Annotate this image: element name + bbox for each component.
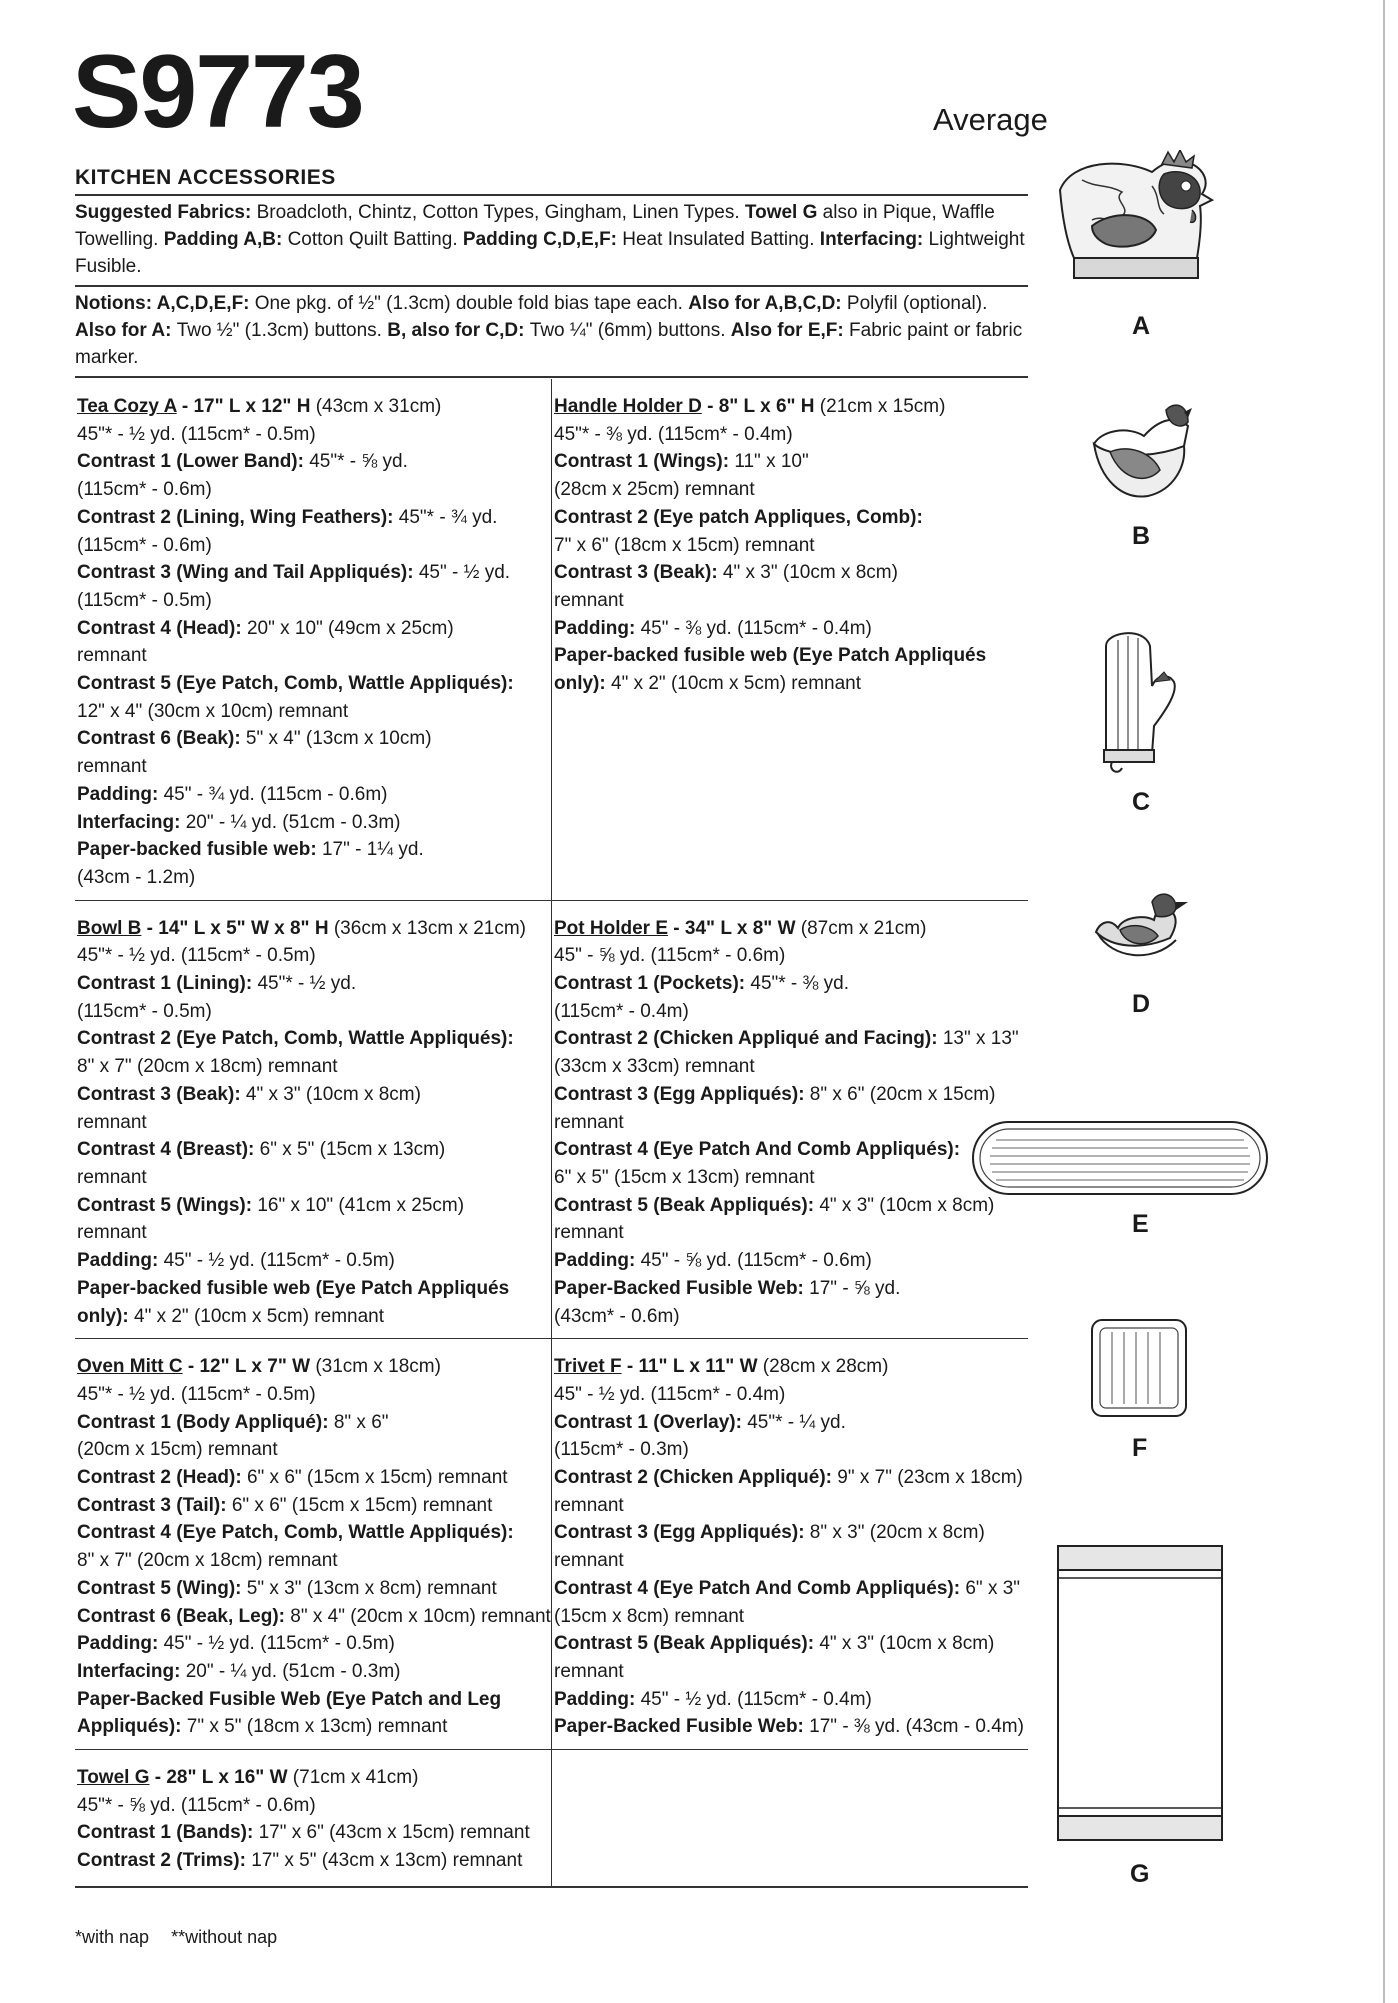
fabrics-value: Heat Insulated Batting. xyxy=(622,229,820,250)
fabrics-value: Cotton Quilt Batting. xyxy=(287,229,463,250)
yardage-label: Contrast 1 (Body Appliqué): xyxy=(77,1411,334,1433)
yardage-value: remnant xyxy=(554,1111,624,1133)
view-label-d: D xyxy=(1132,990,1151,1018)
yardage-value: (15cm x 8cm) remnant xyxy=(554,1605,745,1627)
view-name: Bowl B xyxy=(77,917,142,939)
view-b-bowl-sketch xyxy=(1088,400,1196,510)
yardage-line xyxy=(554,1713,1022,1741)
yardage-line xyxy=(554,1409,1022,1437)
yardage-line xyxy=(77,587,545,615)
yardage-value: 45" - ½ yd. (115cm* - 0.5m) xyxy=(163,1633,395,1655)
yardage-label: Paper-backed fusible web: xyxy=(77,839,322,861)
yardage-label: Contrast 4 (Eye Patch, Comb, Wattle Appliqués): xyxy=(77,1522,514,1544)
yardage-line xyxy=(77,809,545,837)
yardage-label: Paper-backed fusible web (Eye Patch Appliqués xyxy=(77,1277,510,1299)
yardage-value: 20" x 10" (49cm x 25cm) xyxy=(246,617,454,639)
fabrics-text xyxy=(75,199,1028,280)
fabrics-label: Towel G xyxy=(744,202,823,223)
yardage-value: (36cm x 13cm x 21cm) xyxy=(328,917,527,939)
yardage-line xyxy=(77,942,545,970)
yardage-line xyxy=(77,1764,545,1792)
yardage-value: 4" x 2" (10cm x 5cm) remnant xyxy=(611,673,862,695)
yardage-label: Padding: xyxy=(77,1250,164,1272)
yardage-line xyxy=(77,1575,545,1603)
yardage-label: Contrast 2 (Chicken Appliqué): xyxy=(554,1467,838,1489)
yardage-value: (87cm x 21cm) xyxy=(795,917,927,939)
view-d-handle-holder-sketch xyxy=(1092,888,1192,970)
view-label-e: E xyxy=(1132,1210,1149,1238)
yardage-line xyxy=(77,1713,545,1741)
footnotes xyxy=(75,1925,299,1949)
yardage-line xyxy=(554,1081,1022,1109)
yardage-label: Contrast 5 (Beak Appliqués): xyxy=(554,1194,820,1216)
yardage-line xyxy=(77,532,545,560)
yardage-value: 6" x 3" xyxy=(965,1577,1021,1599)
yardage-line xyxy=(77,1519,545,1547)
yardage-line xyxy=(554,1603,1022,1631)
yardage-value: 6" x 5" (15cm x 13cm) xyxy=(259,1139,446,1161)
yardage-line xyxy=(554,504,1022,532)
yardage-line xyxy=(77,1219,545,1247)
yardage-line xyxy=(77,448,545,476)
yardage-line xyxy=(554,393,1022,421)
yardage-value: 13" x 13" xyxy=(942,1028,1019,1050)
yardage-value: 4" x 3" (10cm x 8cm) xyxy=(819,1194,995,1216)
yardage-line xyxy=(77,1630,545,1658)
yardage-value: 4" x 3" (10cm x 8cm) xyxy=(245,1083,421,1105)
yardage-line xyxy=(77,504,545,532)
yardage-label: Contrast 2 (Eye patch Appliques, Comb): xyxy=(554,506,923,528)
yardage-value: 12" x 4" (30cm x 10cm) remnant xyxy=(77,700,349,722)
yardage-value: 45" - ½ yd. (115cm* - 0.4m) xyxy=(640,1688,872,1710)
yardage-value: 4" x 3" (10cm x 8cm) xyxy=(819,1633,995,1655)
yardage-label: Contrast 3 (Egg Appliqués): xyxy=(554,1083,810,1105)
yardage-line xyxy=(554,670,1022,698)
yardage-label: Interfacing: xyxy=(77,811,186,833)
yardage-label: Padding: xyxy=(554,1250,641,1272)
yardage-line xyxy=(77,476,545,504)
yardage-line xyxy=(554,532,1022,560)
yardage-line xyxy=(554,1658,1022,1686)
yardage-value: 45" - ⅜ yd. (115cm* - 0.4m) xyxy=(640,617,872,639)
yardage-line xyxy=(554,1219,1022,1247)
yardage-value: 11" x 10" xyxy=(734,451,809,473)
category-heading: KITCHEN ACCESSORIES xyxy=(75,158,1028,196)
yardage-value: 8" x 7" (20cm x 18cm) remnant xyxy=(77,1550,338,1572)
notions-value: Polyfil (optional). xyxy=(846,293,988,314)
yardage-label: Contrast 2 (Eye Patch, Comb, Wattle Appliqués): xyxy=(77,1028,514,1050)
yardage-value: remnant xyxy=(77,1111,147,1133)
yardage-value: 8" x 7" (20cm x 18cm) remnant xyxy=(77,1056,338,1078)
yardage-label: Contrast 2 (Head): xyxy=(77,1467,247,1489)
yardage-value: 45"* - ⅝ yd. (115cm* - 0.6m) xyxy=(77,1794,316,1816)
yardage-line xyxy=(77,1025,545,1053)
view-name: Towel G xyxy=(77,1767,150,1789)
yardage-cell xyxy=(75,901,551,1340)
yardage-line xyxy=(554,448,1022,476)
yardage-cell xyxy=(75,379,551,901)
yardage-line xyxy=(554,1192,1022,1220)
yardage-label: Padding: xyxy=(554,617,641,639)
yardage-value: (31cm x 18cm) xyxy=(310,1356,441,1378)
yardage-line xyxy=(77,864,545,892)
view-label-c: C xyxy=(1132,788,1151,816)
yardage-value: (43cm* - 0.6m) xyxy=(554,1305,680,1327)
yardage-value: 8" x 6" xyxy=(333,1411,389,1433)
yardage-value: (115cm* - 0.5m) xyxy=(77,1000,212,1022)
yardage-value: (28cm x 25cm) remnant xyxy=(554,479,755,501)
yardage-line xyxy=(77,1081,545,1109)
yardage-value: 45"* - ⅜ yd. xyxy=(750,973,850,995)
yardage-label: only): xyxy=(77,1305,134,1327)
fabrics-label: Padding C,D,E,F: xyxy=(462,229,623,250)
yardage-value: remnant xyxy=(554,1494,624,1516)
yardage-value: 7" x 6" (18cm x 15cm) remnant xyxy=(554,534,815,556)
yardage-value: 45" - ½ yd. (115cm* - 0.5m) xyxy=(163,1250,395,1272)
yardage-line xyxy=(77,753,545,781)
yardage-line xyxy=(77,1109,545,1137)
yardage-line xyxy=(77,1492,545,1520)
fabrics-label: Suggested Fabrics: xyxy=(75,202,257,223)
yardage-line xyxy=(554,1247,1022,1275)
yardage-value: 45"* - ½ yd. (115cm* - 0.5m) xyxy=(77,1383,316,1405)
yardage-label: Contrast 3 (Beak): xyxy=(77,1083,246,1105)
yardage-line xyxy=(77,1136,545,1164)
yardage-label: Contrast 4 (Eye Patch And Comb Appliqués): xyxy=(554,1139,961,1161)
yardage-label: Contrast 1 (Overlay): xyxy=(554,1411,748,1433)
skill-level: Average xyxy=(933,102,1048,137)
yardage-line xyxy=(554,1630,1022,1658)
yardage-line xyxy=(77,836,545,864)
notions-label: Also for A,B,C,D: xyxy=(688,293,847,314)
view-name: Trivet F xyxy=(554,1356,622,1378)
view-label-a: A xyxy=(1132,312,1151,340)
yardage-value: 45" - ¾ yd. (115cm - 0.6m) xyxy=(163,783,388,805)
yardage-line xyxy=(554,1053,1022,1081)
yardage-label: Contrast 5 (Eye Patch, Comb, Wattle Appliqués): xyxy=(77,673,514,695)
yardage-label: Paper-Backed Fusible Web (Eye Patch and Leg xyxy=(77,1688,502,1710)
notions-value: Two ½" (1.3cm) buttons. xyxy=(176,320,388,341)
view-label-f: F xyxy=(1132,1434,1148,1462)
yardage-cell xyxy=(551,901,1028,1340)
yardage-line xyxy=(77,1409,545,1437)
footnote-with-nap: *with nap xyxy=(75,1927,150,1947)
fabrics-label: Interfacing: xyxy=(819,229,929,250)
yardage-value: 8" x 4" (20cm x 10cm) remnant xyxy=(290,1605,551,1627)
yardage-line xyxy=(77,1247,545,1275)
yardage-value: 4" x 3" (10cm x 8cm) xyxy=(722,562,898,584)
yardage-label: Contrast 6 (Beak): xyxy=(77,728,246,750)
yardage-value: (33cm x 33cm) remnant xyxy=(554,1056,755,1078)
yardage-label: Paper-backed fusible web (Eye Patch Appliqués xyxy=(554,645,987,667)
yardage-label: Paper-Backed Fusible Web: xyxy=(554,1716,810,1738)
yardage-line xyxy=(77,998,545,1026)
fabrics-value: also in Pique, Waffle Towelling. xyxy=(75,202,995,250)
yardage-line xyxy=(77,698,545,726)
yardage-label: - 34" L x 8" W xyxy=(668,917,796,939)
yardage-value: remnant xyxy=(554,1550,624,1572)
view-label-g: G xyxy=(1130,1860,1150,1888)
yardage-value: 17" x 5" (43cm x 13cm) remnant xyxy=(251,1850,523,1872)
yardage-line xyxy=(77,781,545,809)
yardage-line xyxy=(554,1464,1022,1492)
yardage-value: 45"* - ⅝ yd. xyxy=(309,451,408,473)
yardage-line xyxy=(554,998,1022,1026)
yardage-value: (21cm x 15cm) xyxy=(814,396,946,417)
yardage-value: 45"* - ¾ yd. xyxy=(398,506,498,528)
yardage-label: Contrast 3 (Egg Appliqués): xyxy=(554,1522,810,1544)
yardage-label: Contrast 5 (Wings): xyxy=(77,1194,258,1216)
yardage-line xyxy=(554,1109,1022,1137)
yardage-line xyxy=(77,1547,545,1575)
yardage-value: 17" - ⅝ yd. xyxy=(809,1277,901,1299)
yardage-line xyxy=(77,1819,545,1847)
yardage-label: Contrast 1 (Wings): xyxy=(554,451,735,473)
yardage-line xyxy=(77,642,545,670)
yardage-line xyxy=(554,1136,1022,1164)
yardage-value: 20" - ¼ yd. (51cm - 0.3m) xyxy=(185,811,401,833)
yardage-value: 20" - ¼ yd. (51cm - 0.3m) xyxy=(185,1660,401,1682)
notions-text xyxy=(75,290,1028,371)
yardage-label: Contrast 3 (Wing and Tail Appliqués): xyxy=(77,562,419,584)
yardage-line xyxy=(554,1025,1022,1053)
yardage-label: Interfacing: xyxy=(77,1660,186,1682)
view-c-oven-mitt-sketch xyxy=(1092,626,1182,776)
yardage-line xyxy=(77,393,545,421)
notions-value: Two ¼" (6mm) buttons. xyxy=(529,320,731,341)
yardage-label: - 17" L x 12" H xyxy=(176,396,311,417)
yardage-line xyxy=(77,1353,545,1381)
view-g-towel-sketch xyxy=(1056,1544,1224,1842)
yardage-label: Contrast 5 (Wing): xyxy=(77,1577,247,1599)
yardage-line xyxy=(77,1464,545,1492)
yardage-line xyxy=(77,559,545,587)
yardage-value: 5" x 4" (13cm x 10cm) xyxy=(245,728,432,750)
yardage-line xyxy=(77,615,545,643)
view-name: Tea Cozy A xyxy=(77,396,177,417)
yardage-line xyxy=(554,1303,1022,1331)
yardage-line xyxy=(554,421,1022,449)
yardage-value: remnant xyxy=(554,589,624,611)
yardage-line xyxy=(77,1792,545,1820)
yardage-cell xyxy=(75,1750,551,1886)
yardage-value: (43cm x 31cm) xyxy=(310,396,442,417)
yardage-value: 45" - ½ yd. xyxy=(418,562,511,584)
yardage-value: 16" x 10" (41cm x 25cm) xyxy=(257,1194,465,1216)
yardage-cell xyxy=(551,1750,1028,1886)
yardage-line xyxy=(554,942,1022,970)
notions-label: Notions: A,C,D,E,F: xyxy=(75,293,255,314)
yardage-value: remnant xyxy=(77,756,147,778)
yardage-value: 7" x 5" (18cm x 13cm) remnant xyxy=(186,1716,448,1738)
yardage-label: Contrast 3 (Tail): xyxy=(77,1494,232,1516)
yardage-label: only): xyxy=(554,673,611,695)
yardage-value: remnant xyxy=(77,1166,147,1188)
yardage-value: 45" - ⅝ yd. (115cm* - 0.6m) xyxy=(640,1250,872,1272)
yardage-value: 4" x 2" (10cm x 5cm) remnant xyxy=(134,1305,385,1327)
yardage-line xyxy=(77,1192,545,1220)
fabrics-block xyxy=(75,196,1028,287)
yardage-value: 8" x 6" (20cm x 15cm) xyxy=(809,1083,996,1105)
yardage-line xyxy=(554,1436,1022,1464)
yardage-label: Contrast 1 (Lining): xyxy=(77,973,258,995)
yardage-line xyxy=(77,421,545,449)
view-a-tea-cozy-sketch xyxy=(1052,150,1228,285)
yardage-line xyxy=(554,642,1022,670)
view-name: Oven Mitt C xyxy=(77,1356,183,1378)
yardage-label: Contrast 4 (Breast): xyxy=(77,1139,260,1161)
yardage-line xyxy=(554,615,1022,643)
notions-label: B, also for C,D: xyxy=(387,320,530,341)
yardage-line xyxy=(77,1686,545,1714)
yardage-line xyxy=(554,1164,1022,1192)
yardage-value: 6" x 5" (15cm x 13cm) remnant xyxy=(554,1166,815,1188)
yardage-value: (43cm - 1.2m) xyxy=(77,866,196,888)
yardage-value: 9" x 7" (23cm x 18cm) xyxy=(837,1467,1023,1489)
yardage-value: (115cm* - 0.6m) xyxy=(77,479,212,501)
yardage-line xyxy=(77,1658,545,1686)
yardage-label: Padding: xyxy=(554,1688,641,1710)
yardage-label: Contrast 1 (Bands): xyxy=(77,1822,259,1844)
notions-value: Fabric paint or fabric marker. xyxy=(75,320,1023,368)
yardage-label: Contrast 5 (Beak Appliqués): xyxy=(554,1633,820,1655)
yardage-value: remnant xyxy=(77,1222,147,1244)
yardage-value: 45"* - ½ yd. (115cm* - 0.5m) xyxy=(77,945,316,967)
yardage-cell xyxy=(551,1339,1028,1750)
yardage-label: - 12" L x 7" W xyxy=(182,1356,311,1378)
yardage-value: (115cm* - 0.6m) xyxy=(77,534,212,556)
yardage-line xyxy=(77,1275,545,1303)
yardage-value: (115cm* - 0.3m) xyxy=(554,1439,689,1461)
yardage-value: 17" - ⅜ yd. (43cm - 0.4m) xyxy=(809,1716,1024,1738)
yardage-line xyxy=(554,1547,1022,1575)
yardage-line xyxy=(77,1164,545,1192)
yardage-value: 17" x 6" (43cm x 15cm) remnant xyxy=(258,1822,530,1844)
yardage-line xyxy=(77,915,545,943)
notions-label: Also for E,F: xyxy=(730,320,850,341)
yardage-line xyxy=(77,1436,545,1464)
yardage-value: remnant xyxy=(554,1660,624,1682)
yardage-line xyxy=(77,1053,545,1081)
yardage-value: 8" x 3" (20cm x 8cm) xyxy=(809,1522,985,1544)
yardage-line xyxy=(554,970,1022,998)
yardage-value: 5" x 3" (13cm x 8cm) remnant xyxy=(246,1577,497,1599)
yardage-line xyxy=(554,1519,1022,1547)
yardage-value: 6" x 6" (15cm x 15cm) remnant xyxy=(246,1467,508,1489)
yardage-value: 45"* - ⅜ yd. (115cm* - 0.4m) xyxy=(554,423,793,445)
yardage-line xyxy=(77,1303,545,1331)
fabrics-value: Broadcloth, Chintz, Cotton Types, Gingham, Linen Types. xyxy=(256,202,745,223)
yardage-value: 6" x 6" (15cm x 15cm) remnant xyxy=(231,1494,493,1516)
yardage-label: Paper-Backed Fusible Web: xyxy=(554,1277,810,1299)
yardage-line xyxy=(554,1492,1022,1520)
fabrics-value: Lightweight Fusible. xyxy=(75,229,1025,277)
yardage-label: - 28" L x 16" W xyxy=(149,1767,288,1789)
yardage-line xyxy=(77,970,545,998)
yardage-value: 45" - ⅝ yd. (115cm* - 0.6m) xyxy=(554,945,786,967)
yardage-line xyxy=(77,1381,545,1409)
fabrics-label: Padding A,B: xyxy=(163,229,288,250)
yardage-value: 17" - 1¼ yd. xyxy=(321,839,424,861)
yardage-line xyxy=(554,1275,1022,1303)
yardage-value: remnant xyxy=(554,1222,624,1244)
view-label-b: B xyxy=(1132,522,1151,550)
yardage-line xyxy=(77,1847,545,1875)
notions-value: One pkg. of ½" (1.3cm) double fold bias tape each. xyxy=(254,293,689,314)
notions-label: Also for A: xyxy=(75,320,177,341)
yardage-value: remnant xyxy=(77,645,147,667)
yardage-line xyxy=(554,1686,1022,1714)
yardage-line xyxy=(554,915,1022,943)
yardage-value: (115cm* - 0.4m) xyxy=(554,1000,689,1022)
yardage-label: Padding: xyxy=(77,783,164,805)
main-column xyxy=(75,158,1028,1888)
yardage-line xyxy=(554,1575,1022,1603)
yardage-value: (71cm x 41cm) xyxy=(287,1767,419,1789)
yardage-value: (115cm* - 0.5m) xyxy=(77,589,212,611)
yardage-label: Contrast 2 (Trims): xyxy=(77,1850,252,1872)
yardage-value: (28cm x 28cm) xyxy=(757,1356,889,1378)
view-e-pot-holder-sketch xyxy=(970,1118,1270,1198)
yardage-label: Padding: xyxy=(77,1633,164,1655)
yardage-cell xyxy=(75,1339,551,1750)
yardage-value: 45"* - ¼ yd. xyxy=(747,1411,846,1433)
yardage-line xyxy=(554,587,1022,615)
yardage-label: Contrast 2 (Chicken Appliqué and Facing): xyxy=(554,1028,943,1050)
footnote-without-nap: **without nap xyxy=(171,1927,278,1947)
yardage-line xyxy=(554,1381,1022,1409)
yardage-label: Appliqués): xyxy=(77,1716,187,1738)
yardage-label: Contrast 4 (Head): xyxy=(77,617,247,639)
yardage-label: Contrast 4 (Eye Patch And Comb Appliqués): xyxy=(554,1577,966,1599)
yardage-line xyxy=(554,559,1022,587)
yardage-line xyxy=(554,1353,1022,1381)
yardage-line xyxy=(77,670,545,698)
yardage-label: - 11" L x 11" W xyxy=(621,1356,758,1378)
view-name: Handle Holder D xyxy=(554,396,702,417)
yardage-grid xyxy=(75,379,1028,1888)
yardage-line xyxy=(554,476,1022,504)
yardage-label: Contrast 2 (Lining, Wing Feathers): xyxy=(77,506,399,528)
yardage-cell xyxy=(551,379,1028,901)
yardage-value: 45"* - ½ yd. xyxy=(257,973,357,995)
yardage-label: Contrast 1 (Pockets): xyxy=(554,973,751,995)
yardage-label: Contrast 3 (Beak): xyxy=(554,562,723,584)
yardage-line xyxy=(77,725,545,753)
yardage-value: 45"* - ½ yd. (115cm* - 0.5m) xyxy=(77,423,316,445)
yardage-label: Contrast 1 (Lower Band): xyxy=(77,451,310,473)
yardage-value: (20cm x 15cm) remnant xyxy=(77,1439,278,1461)
view-name: Pot Holder E xyxy=(554,917,669,939)
yardage-value: 45" - ½ yd. (115cm* - 0.4m) xyxy=(554,1383,786,1405)
yardage-label: - 14" L x 5" W x 8" H xyxy=(141,917,329,939)
page-edge xyxy=(1383,0,1385,2003)
notions-block xyxy=(75,287,1028,378)
yardage-label: Contrast 6 (Beak, Leg): xyxy=(77,1605,291,1627)
pattern-number: S9773 xyxy=(72,34,363,150)
yardage-line xyxy=(77,1603,551,1631)
view-f-trivet-sketch xyxy=(1090,1318,1188,1418)
yardage-label: - 8" L x 6" H xyxy=(701,396,815,417)
